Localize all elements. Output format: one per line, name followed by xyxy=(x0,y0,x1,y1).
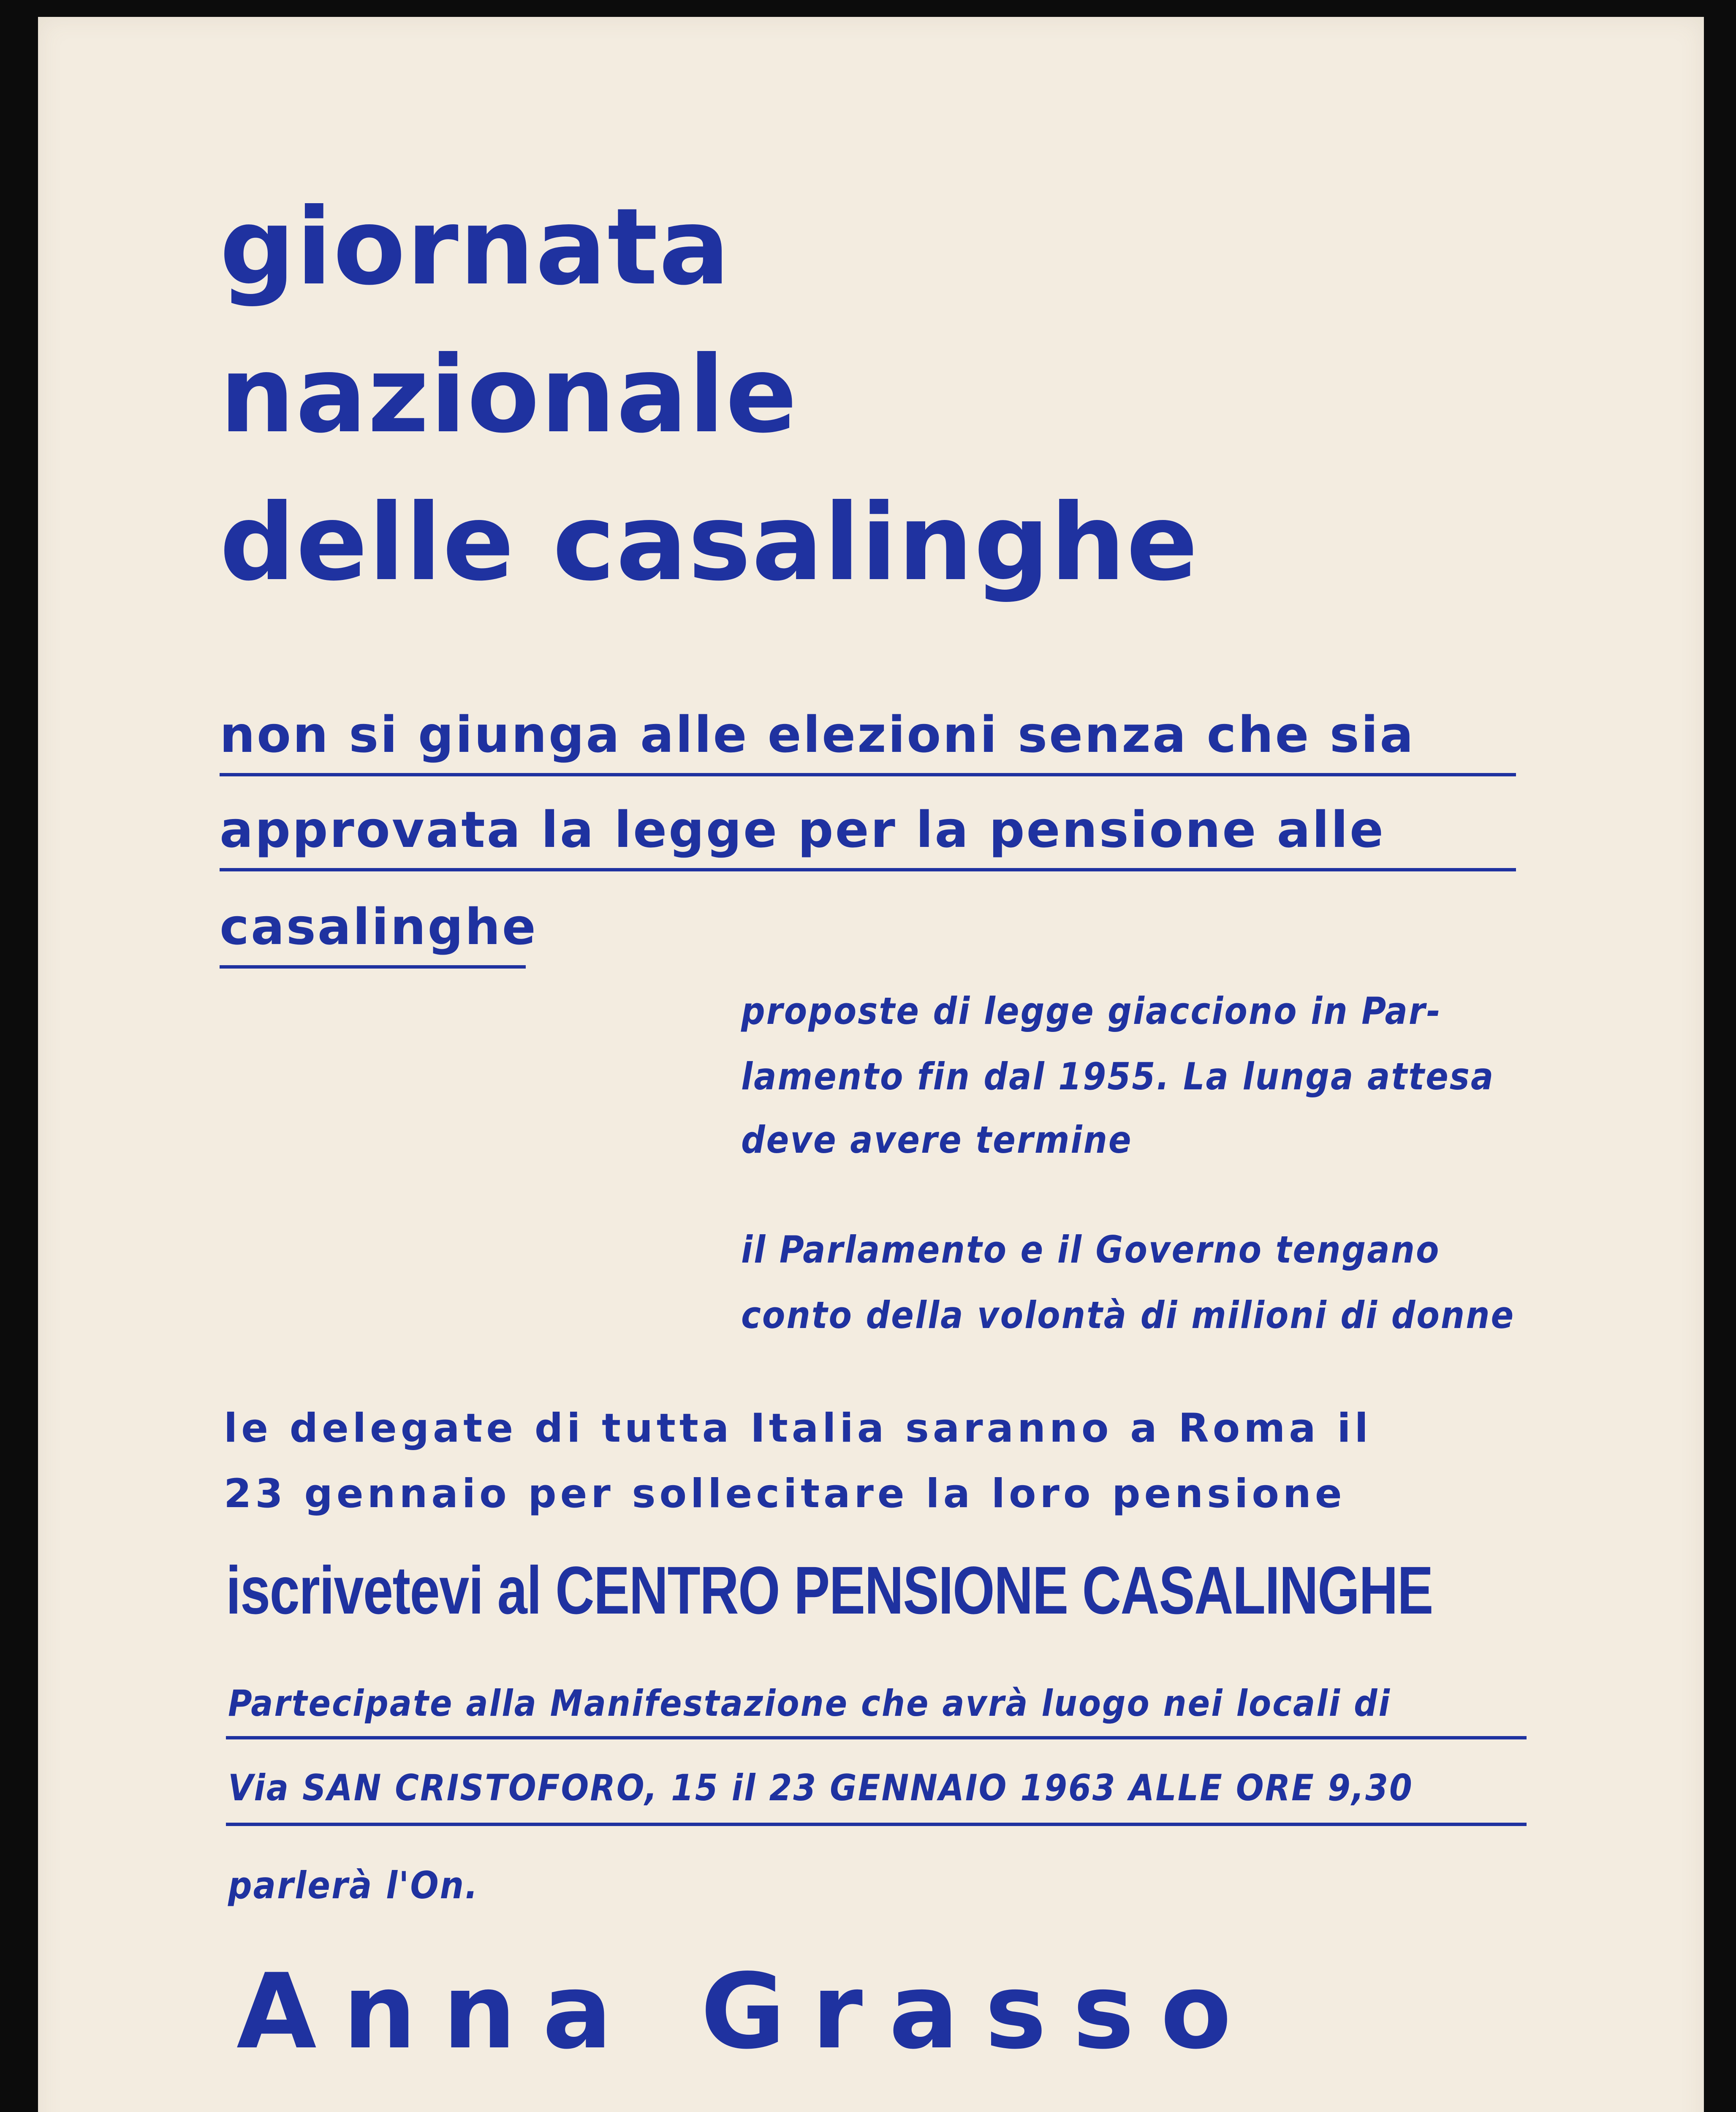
slogan-underline-2 xyxy=(220,868,1516,871)
poster-title-line-2: nazionale xyxy=(220,333,798,456)
event-underline-2 xyxy=(226,1823,1527,1826)
paragraph-1-line-2: lamento fin dal 1955. La lunga attesa xyxy=(741,1055,1495,1098)
slogan-underline-1 xyxy=(220,773,1516,776)
slogan-line-1: non si giunga alle elezioni senza che sia xyxy=(220,705,1415,764)
slogan-line-2: approvata la legge per la pensione alle xyxy=(220,800,1386,859)
paragraph-2-line-2: conto della volontà di milioni di donne xyxy=(741,1293,1515,1337)
paragraph-1-line-3: deve avere termine xyxy=(741,1118,1133,1162)
event-line-1: Partecipate alla Manifestazione che avrà luogo nei locali di xyxy=(228,1682,1391,1725)
speaker-name: Anna Grasso xyxy=(236,1951,1258,2072)
event-line-2: Via SAN CRISTOFORO, 15 il 23 GENNAIO 1963 ALLE ORE 9,30 xyxy=(228,1767,1413,1809)
paragraph-1-line-1: proposte di legge giacciono in Par- xyxy=(741,989,1442,1033)
slogan-underline-3 xyxy=(220,965,526,969)
delegates-line-1: le delegate di tutta Italia saranno a Roma il xyxy=(224,1405,1372,1451)
paragraph-2-line-1: il Parlamento e il Governo tengano xyxy=(741,1228,1440,1271)
event-underline-1 xyxy=(226,1736,1527,1739)
delegates-line-2: 23 gennaio per sollecitare la loro pensione xyxy=(224,1471,1346,1517)
speaker-intro: parlerà l'On. xyxy=(228,1864,479,1907)
poster-sheet xyxy=(38,17,1704,2112)
poster-title-line-1: giornata xyxy=(220,185,731,308)
slogan-line-3: casalinghe xyxy=(220,898,538,956)
enroll-headline: iscrivetevi al CENTRO PENSIONE CASALINGHE xyxy=(226,1552,1433,1628)
poster-title-line-3: delle casalinghe xyxy=(220,481,1199,604)
